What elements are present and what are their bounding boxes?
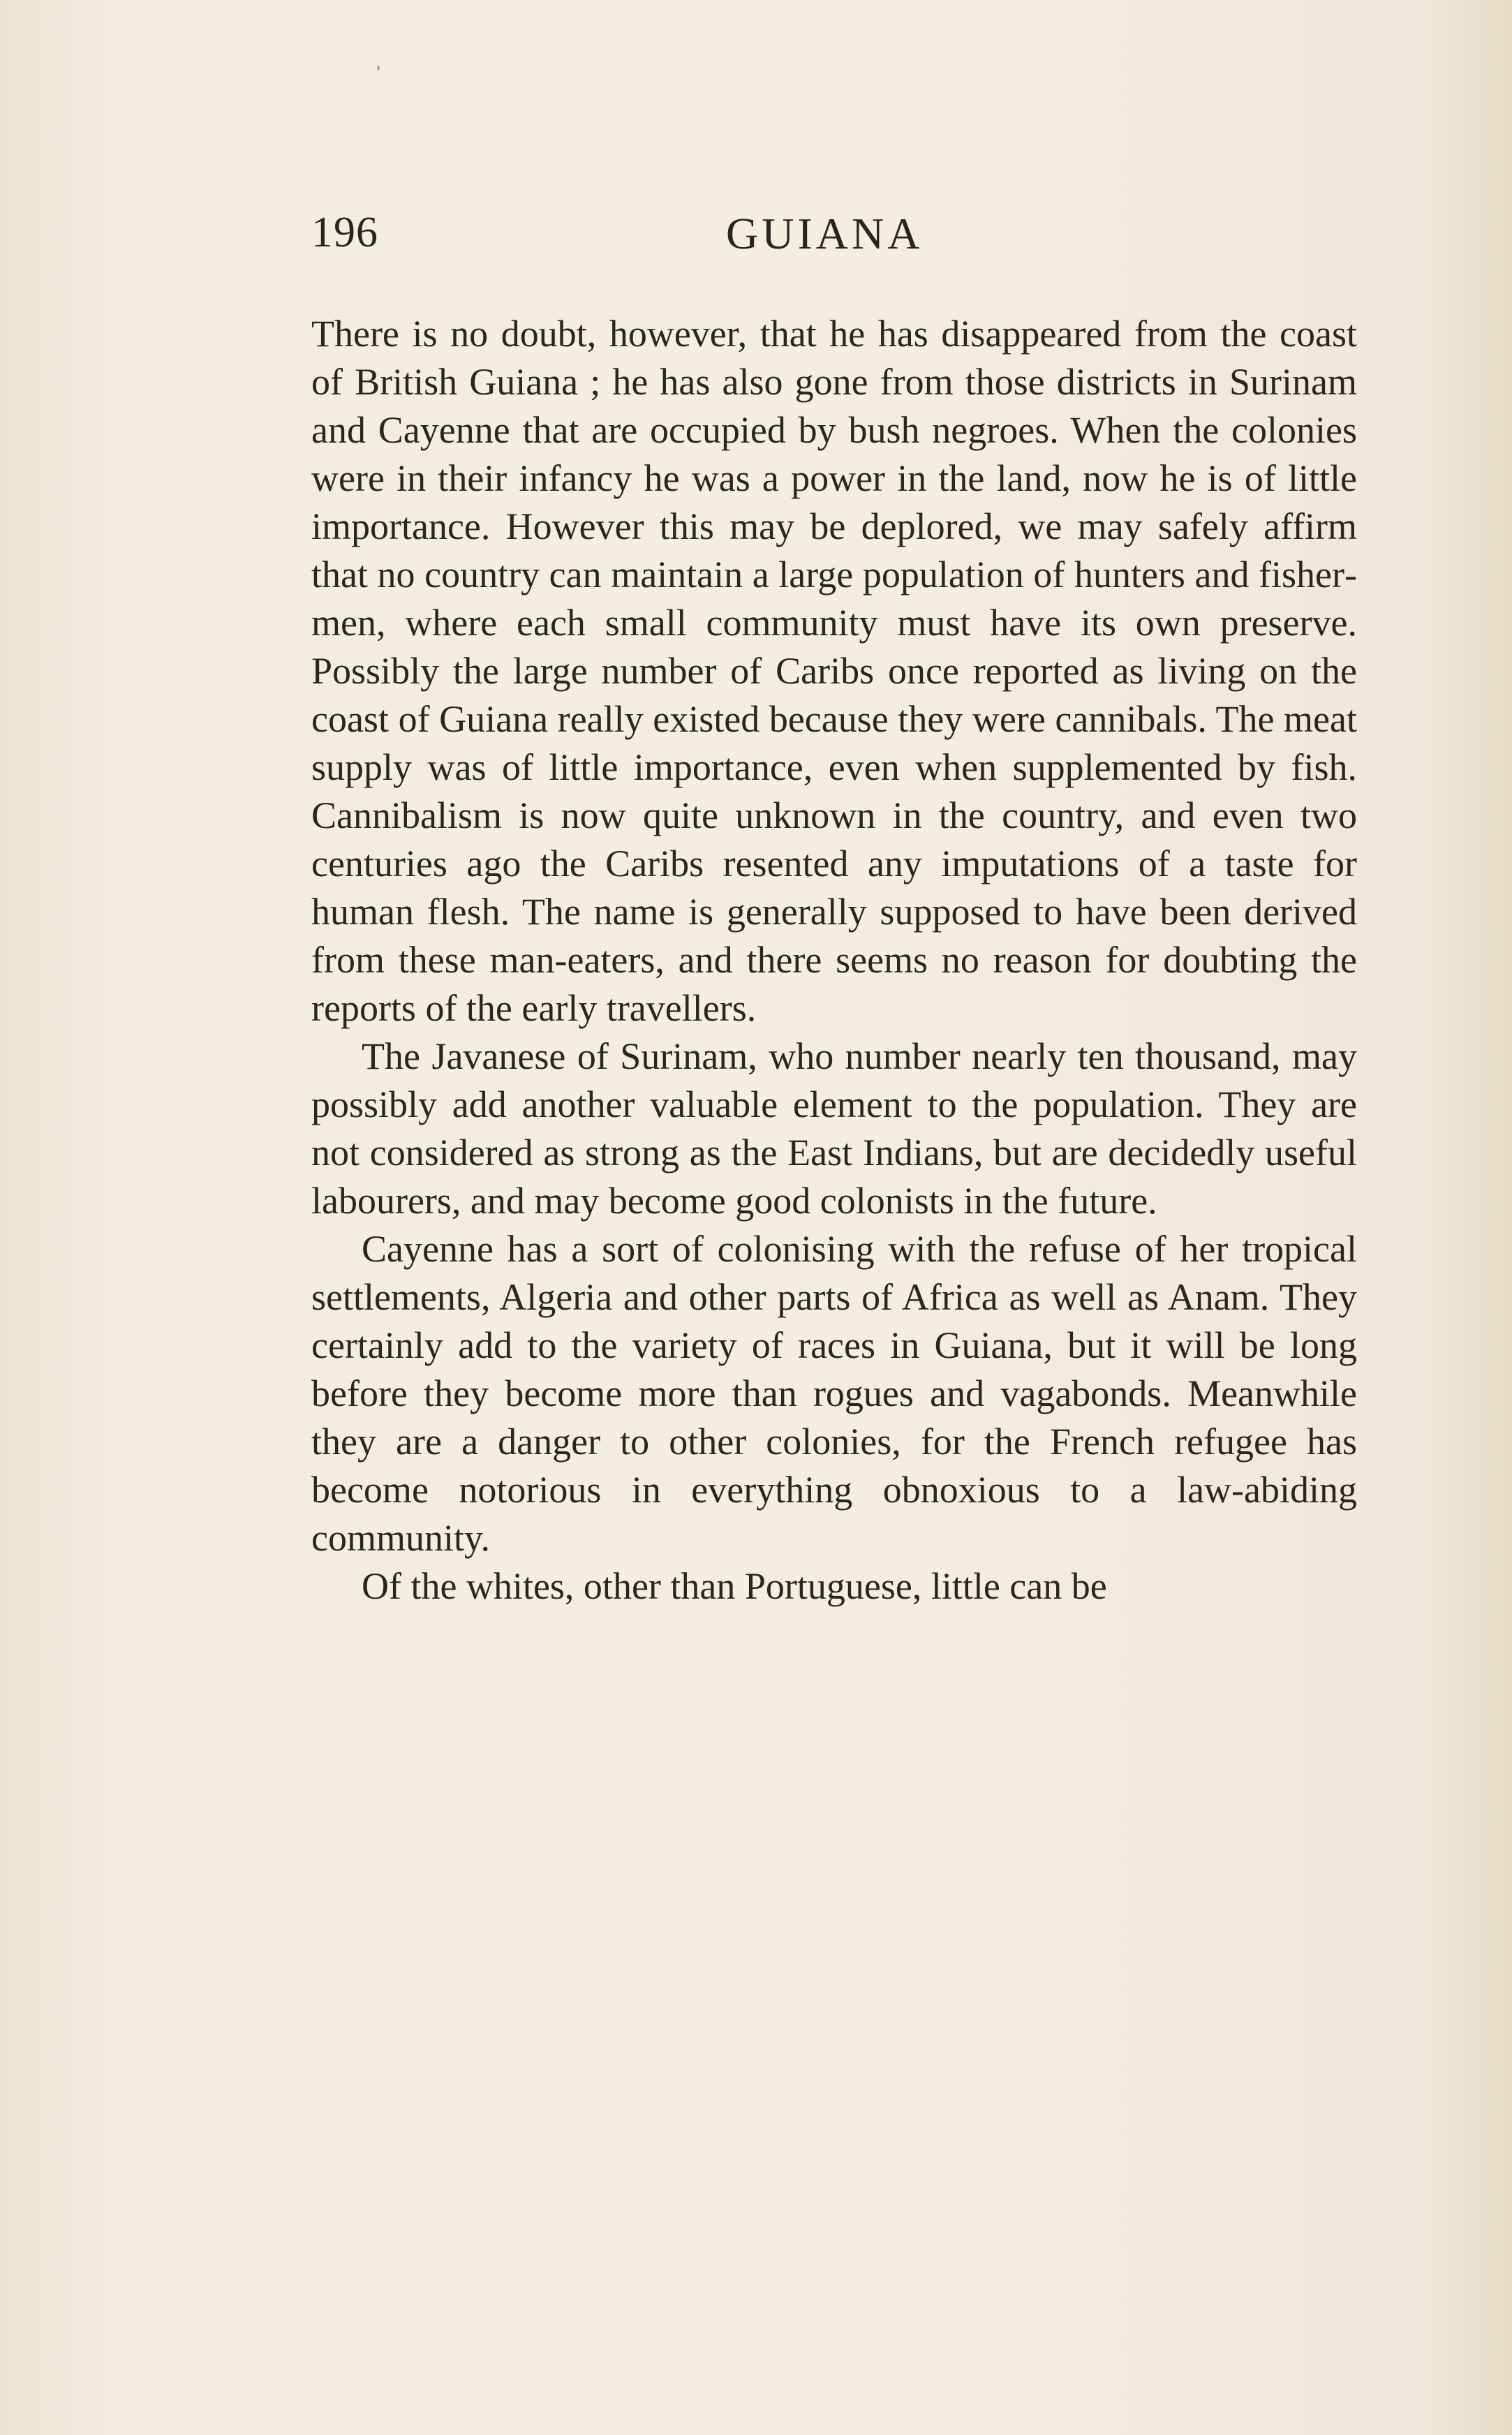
paragraph: There is no doubt, however, that he has disappeared from the coast of British Guiana ; he has also gone from those districts in Surinam and Cayenne that are occupied by bush negroes. When the colonies were in their infancy he was a power in the land, now he is of little importance. However this may be deplored, we may safely affirm that no country can maintain a large population of hunters and fishermen, where each small community must have its own preserve. Possibly the large number of Caribs once reported as living on the coast of Guiana really existed because they were cannibals. The meat supply was of little importance, even when supplemented by fish. Cannibalism is now quite unknown in the country, and even two centuries ago the Caribs resented any imputations of a taste for human flesh. The name is generally supposed to have been derived from these man-eaters, and there seems no reason for doubting the reports of the early travellers. xyxy=(311,313,1357,1029)
running-head: GUIANA xyxy=(726,209,924,258)
page-number: 196 xyxy=(311,209,378,256)
body-text xyxy=(311,310,1357,1611)
paper-speck xyxy=(377,66,380,71)
paragraph: The Javanese of Surinam, who number nearly ten thousand, may possibly add another valuable element to the population. They are not considered as strong as the East Indians, but are decidedly useful labourers, and may become good colonists in the future. xyxy=(311,1035,1357,1222)
page-header xyxy=(311,201,1358,271)
paragraph: Cayenne has a sort of colonising with the refuse of her tropical settlements, Algeria and other parts of Africa as well as Anam. They certainly add to the variety of races in Guiana, but it will be long before they become more than rogues and vagabonds. Meanwhile they are a danger to other colonies, for the French refugee has become notorious in everything obnoxious to a law-abiding community. xyxy=(311,1228,1357,1559)
paragraph: Of the whites, other than Portuguese, little can be xyxy=(362,1565,1107,1607)
